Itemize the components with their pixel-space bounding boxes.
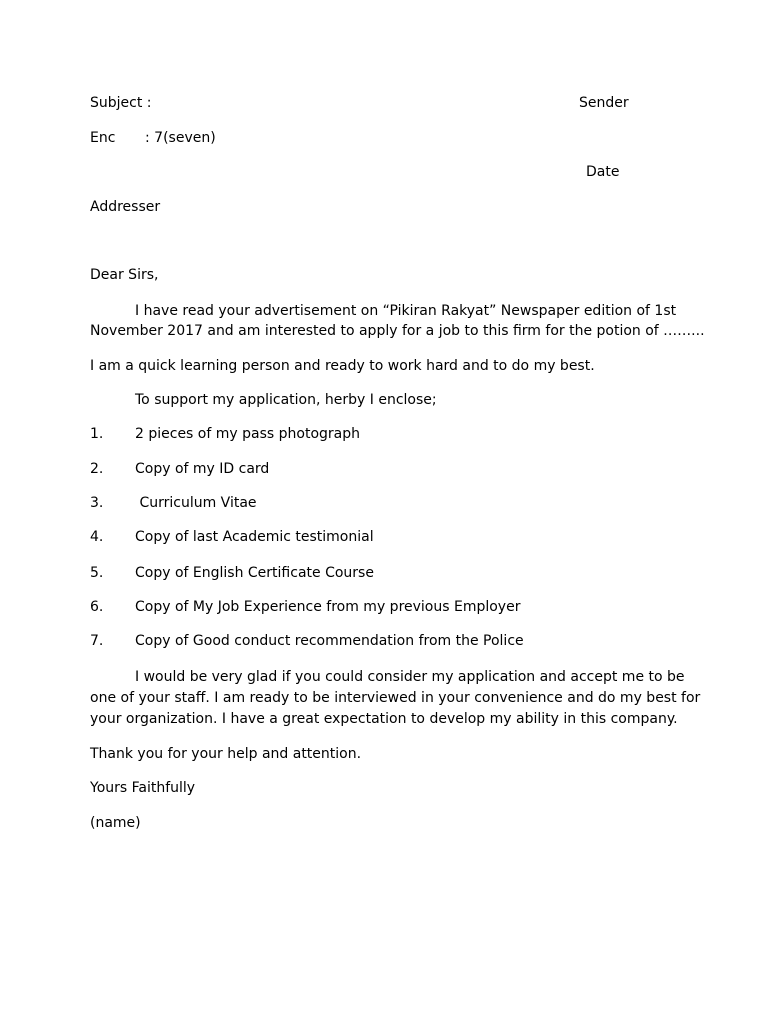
thanks-line: Thank you for your help and attention. [90, 746, 362, 762]
list-item: Copy of last Academic testimonial [135, 529, 374, 545]
list-number: 7. [90, 633, 104, 649]
closing-line-3: your organization. I have a great expectation to develop my ability in this company. [90, 711, 678, 727]
closing-line-1: I would be very glad if you could consider my application and accept me to be [135, 669, 685, 685]
salutation: Dear Sirs, [90, 267, 159, 283]
list-number: 4. [90, 529, 104, 545]
sign-off: Yours Faithfully [90, 780, 196, 796]
list-number: 6. [90, 599, 104, 615]
closing-line-2: one of your staff. I am ready to be interviewed in your convenience and do my best for [90, 690, 701, 706]
list-number: 5. [90, 565, 104, 581]
list-item: Curriculum Vitae [135, 495, 257, 511]
list-number: 3. [90, 495, 104, 511]
enc-label: Enc [90, 130, 116, 146]
intro-line-1: I have read your advertisement on “Pikiran Rakyat” Newspaper edition of 1st [135, 303, 677, 319]
list-item: Copy of my ID card [135, 461, 270, 477]
enc-value: : 7(seven) [145, 130, 216, 146]
list-number: 1. [90, 426, 104, 442]
quick-learner-line: I am a quick learning person and ready to work hard and to do my best. [90, 358, 595, 374]
list-item: Copy of Good conduct recommendation from the Police [135, 633, 524, 649]
list-item: Copy of My Job Experience from my previous Employer [135, 599, 521, 615]
addresser-label: Addresser [90, 199, 161, 215]
subject-label: Subject : [90, 95, 152, 111]
support-intro: To support my application, herby I enclose; [135, 392, 437, 408]
intro-line-2: November 2017 and am interested to apply for a job to this firm for the potion of ……... [90, 323, 705, 339]
sender-label: Sender [579, 95, 629, 111]
date-label: Date [586, 164, 620, 180]
list-number: 2. [90, 461, 104, 477]
name-placeholder: (name) [90, 815, 141, 831]
list-item: 2 pieces of my pass photograph [135, 426, 360, 442]
list-item: Copy of English Certificate Course [135, 565, 374, 581]
